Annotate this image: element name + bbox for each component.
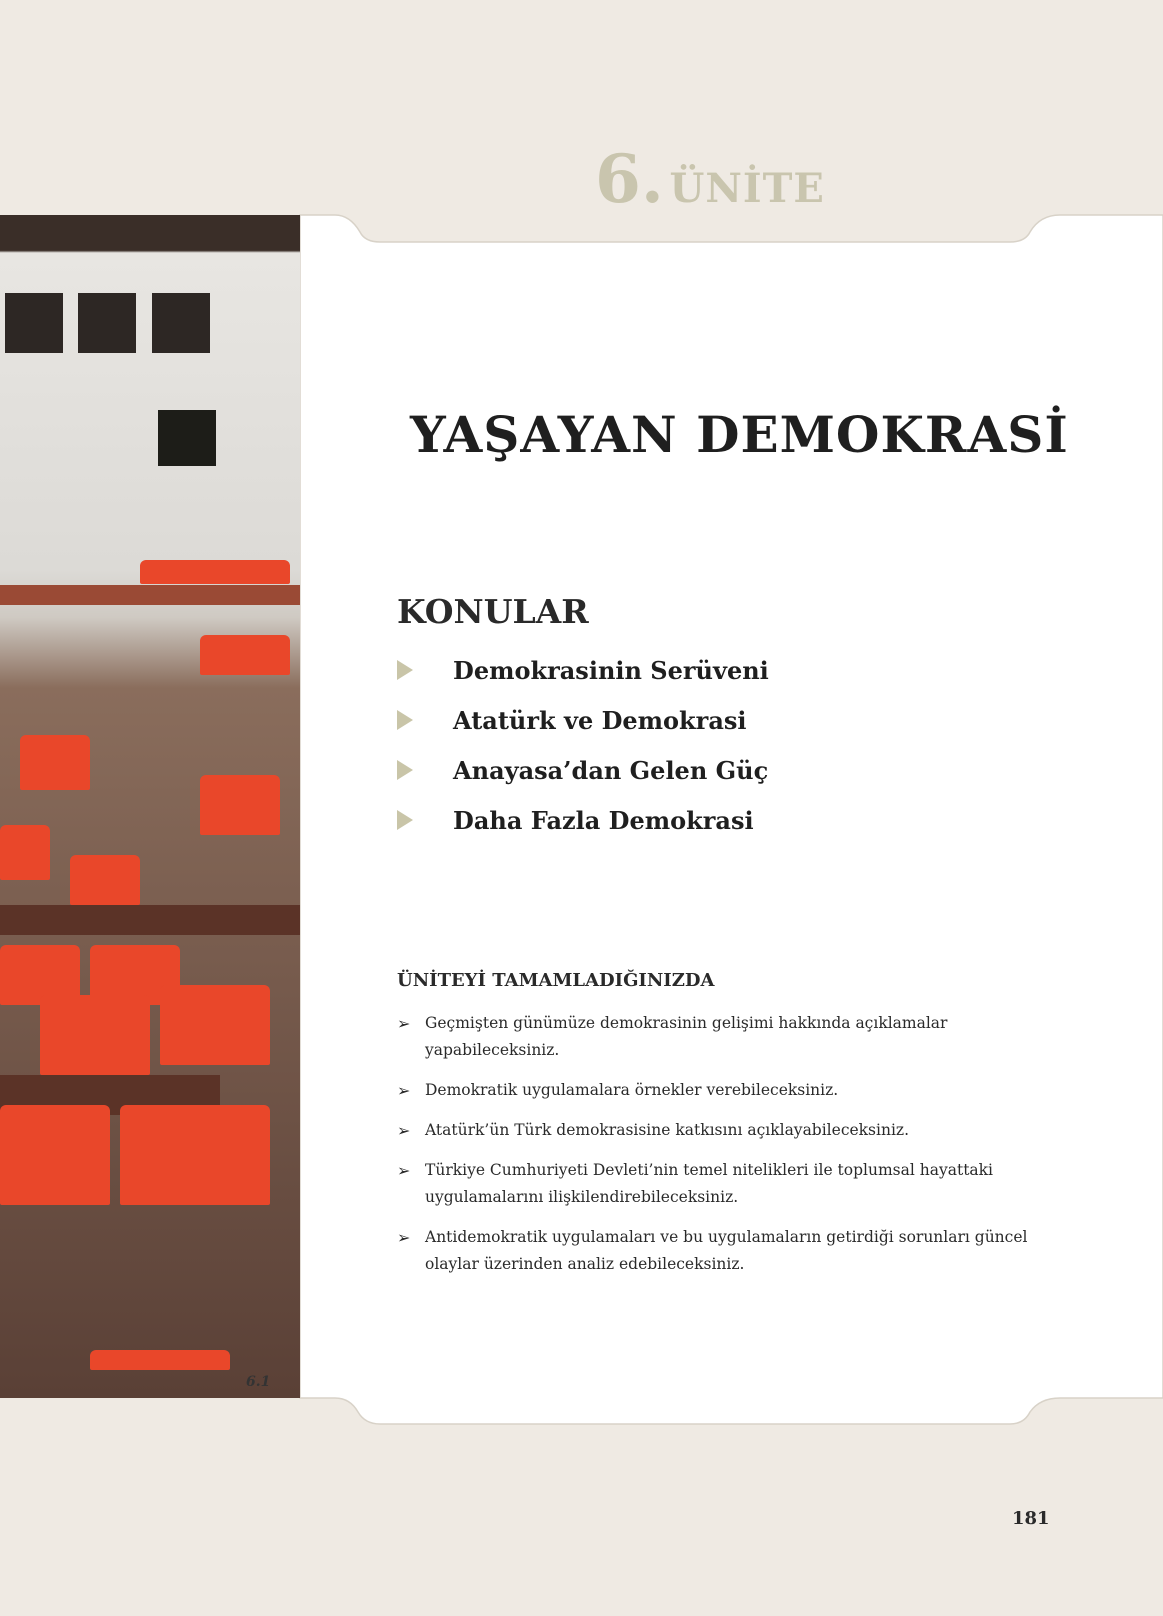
topic-label: Demokrasinin Serüveni: [453, 655, 769, 685]
objective-item: [397, 1157, 1037, 1211]
objective-text: Geçmişten günümüze demokrasinin gelişimi hakkında açıklamalar yapabileceksiniz.: [425, 1014, 948, 1059]
unit-header: [595, 140, 825, 218]
objectives-list: [397, 1010, 1037, 1291]
page-number: 181: [1012, 1508, 1050, 1529]
page-title: YAŞAYAN DEMOKRASİ: [410, 405, 1069, 464]
topic-item: [397, 645, 769, 695]
objective-item: [397, 1010, 1037, 1064]
photo-window: [152, 293, 210, 353]
triangle-bullet-icon: [397, 710, 413, 730]
triangle-bullet-icon: [397, 760, 413, 780]
photo-seat: [160, 985, 270, 1065]
objective-text: Atatürk’ün Türk demokrasisine katkısını açıklayabileceksiniz.: [425, 1121, 910, 1139]
photo-seat: [40, 995, 150, 1075]
photo-desk: [0, 585, 300, 605]
unit-label: ÜNİTE: [669, 165, 825, 212]
photo-seat: [140, 560, 290, 584]
photo-desk: [0, 905, 300, 935]
topic-label: Daha Fazla Demokrasi: [453, 805, 754, 835]
photo-window: [5, 293, 63, 353]
photo-caption: 6.1: [246, 1374, 271, 1390]
objective-item: [397, 1224, 1037, 1278]
triangle-bullet-icon: [397, 810, 413, 830]
photo-window: [78, 293, 136, 353]
arrow-bullet-icon: ➢: [397, 1014, 411, 1033]
topics-heading: KONULAR: [397, 592, 589, 631]
topic-label: Atatürk ve Demokrasi: [453, 705, 747, 735]
objectives-heading: ÜNİTEYİ TAMAMLADIĞINIZDA: [397, 970, 715, 991]
objective-text: Antidemokratik uygulamaları ve bu uygulamaların getirdiği sorunları güncel olaylar üzerinden analiz edebileceksiniz.: [425, 1228, 1028, 1273]
photo-seat: [0, 1105, 110, 1205]
objective-item: [397, 1077, 1037, 1104]
objective-text: Demokratik uygulamalara örnekler verebileceksiniz.: [425, 1081, 839, 1099]
topic-item: [397, 745, 769, 795]
arrow-bullet-icon: ➢: [397, 1228, 411, 1247]
topic-item: [397, 695, 769, 745]
objective-item: [397, 1117, 1037, 1144]
photo-display-sign: [158, 410, 216, 466]
arrow-bullet-icon: ➢: [397, 1161, 411, 1180]
topic-item: [397, 795, 769, 845]
arrow-bullet-icon: ➢: [397, 1081, 411, 1100]
photo-seat: [200, 635, 290, 675]
topics-list: [397, 645, 769, 845]
arrow-bullet-icon: ➢: [397, 1121, 411, 1140]
photo-seat: [20, 735, 90, 790]
photo-seat: [90, 1350, 230, 1370]
photo-seat: [0, 825, 50, 880]
triangle-bullet-icon: [397, 660, 413, 680]
objective-text: Türkiye Cumhuriyeti Devleti’nin temel nitelikleri ile toplumsal hayattaki uygulamalarını ilişkilendirebileceksiniz.: [425, 1161, 994, 1206]
photo-seat: [70, 855, 140, 905]
topic-label: Anayasa’dan Gelen Güç: [453, 755, 769, 785]
unit-number: 6.: [595, 140, 664, 218]
photo-seat: [200, 775, 280, 835]
photo-seat: [120, 1105, 270, 1205]
parliament-photo: [0, 215, 300, 1398]
